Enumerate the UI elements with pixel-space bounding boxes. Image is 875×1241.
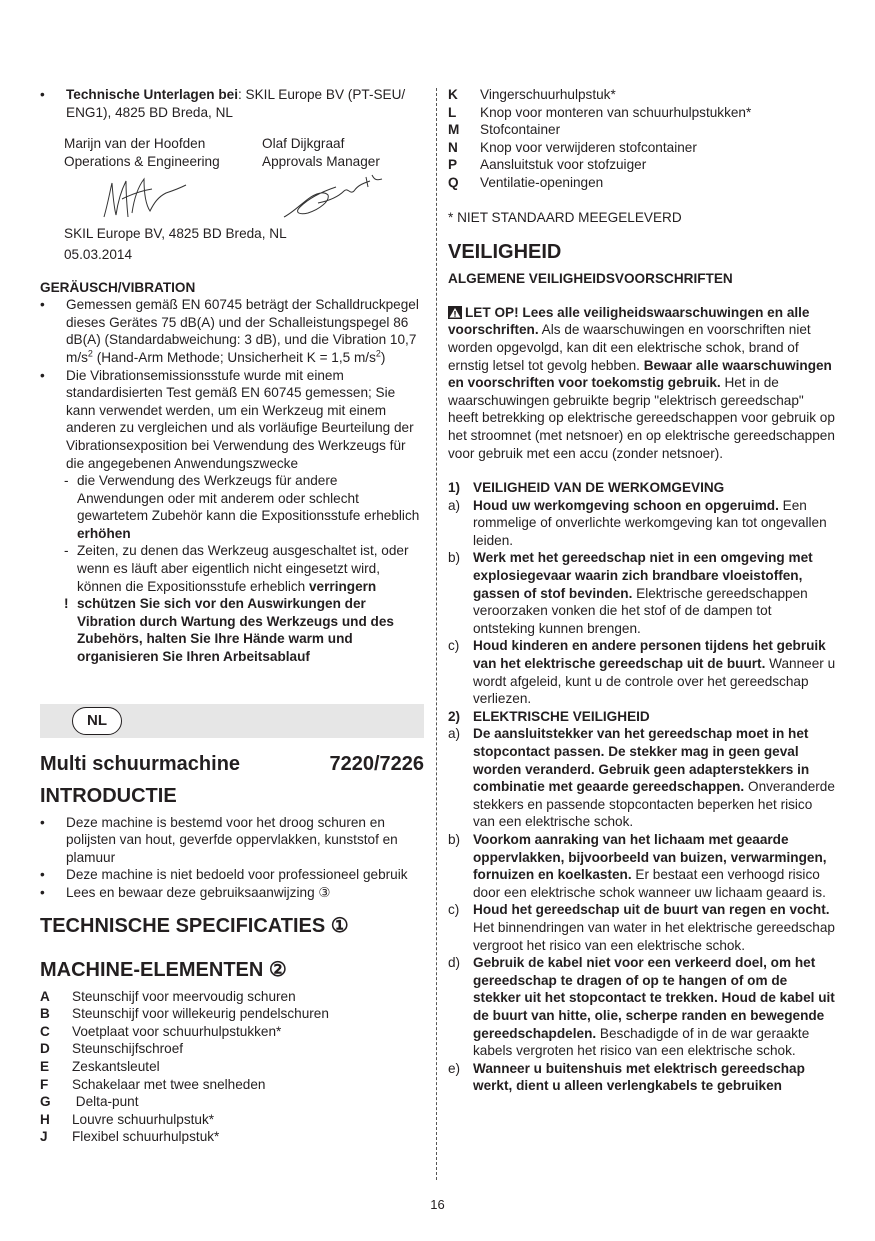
signature-1-icon [100, 173, 190, 225]
signatory-names [64, 135, 424, 170]
warning-icon [448, 306, 462, 319]
element-item: G Delta-punt [40, 1094, 139, 1110]
intro-item: • Lees en bewaar deze gebruiksaanwijzing ③ [40, 885, 331, 900]
intro-item: • Deze machine is bestemd voor het droog schuren en polijsten van hout, geverfde oppervlakken, kunststof en plamuur [40, 814, 398, 865]
tech-docs-label: Technische Unterlagen bei [66, 87, 238, 102]
signatory-2-role: Approvals Manager [262, 153, 380, 169]
tech-docs-text: : SKIL Europe BV (PT-SEU/ ENG1), 4825 BD Breda, NL [66, 87, 406, 120]
safety-item: b) Werk met het gereedschap niet in een omgeving met explosiegevaar waarin zich brandbare vloeistoffen, gassen of stof bevinden. Elektrische gereedschappen veroorzaken vonken die het stof of de dampen tot ontsteking kunnen brengen. [448, 550, 813, 636]
product-model: 7220/7226 [329, 752, 424, 775]
elements-heading: MACHINE-ELEMENTEN ② [40, 958, 287, 981]
page-number: 16 [430, 1197, 445, 1212]
element-item: P Aansluitstuk voor stofzuiger [448, 157, 647, 173]
intro-item: • Deze machine is niet bedoeld voor professioneel gebruik [40, 867, 408, 883]
element-item: H Louvre schuurhulpstuk* [40, 1111, 215, 1127]
noise-dash-1: - die Verwendung des Werkzeugs für andere Anwendungen oder mit anderem oder schlecht gewartetem Zubehör kann die Expositionsstufe erheblich erhöhen [64, 473, 420, 541]
element-item: B Steunschijf voor willekeurig pendelschuren [40, 1006, 329, 1022]
element-item: K Vingerschuurhulpstuk* [448, 87, 616, 102]
right-column [448, 86, 836, 1095]
element-item: M Stofcontainer [448, 122, 561, 138]
safety-item: c) Houd het gereedschap uit de buurt van regen en vocht. Het binnendringen van water in het elektrische gereedschap vergroot het risico van een elektrische schok. [448, 902, 835, 953]
noise-dash-2: - Zeiten, zu denen das Werkzeug ausgeschaltet ist, oder wenn es läuft aber eigentlich nicht eingesetzt wird, können die Expositionsstufe erheblich verringern [64, 543, 409, 594]
element-item: A Steunschijf voor meervoudig schuren [40, 988, 296, 1004]
noise-heading: GERÄUSCH/VIBRATION [40, 279, 196, 295]
signature-date: 05.03.2014 [64, 246, 133, 262]
section-2-heading: 2) ELEKTRISCHE VEILIGHEID [448, 708, 650, 724]
column-divider [436, 88, 437, 1180]
safety-item: d) Gebruik de kabel niet voor een verkeerd doel, om het gereedschap te dragen of op te hangen of om de stekker uit het stopcontact te trekken. Houd de kabel uit de buurt van hitte, olie, scherpe randen en bewegende gereedschapdelen. Beschadigde of in de war geraakte kabels vergroten het risico van een elektrische schok. [448, 955, 835, 1059]
signatory-2-name: Olaf Dijkgraaf [262, 136, 345, 152]
safety-item: c) Houd kinderen en andere personen tijdens het gebruik van het elektrische gereedschap uit de buurt. Wanneer u wordt afgeleid, kunt u de controle over het gereedschap verliezen. [448, 638, 836, 707]
noise-item-2: • Die Vibrationsemissionsstufe wurde mit einem standardisierten Test gemäß EN 60745 gemessen; Sie kann verwendet werden, um ein Werkzeug mit einem anderen zu vergleichen und als vorläufige Beurteilung der Vibrationsexposition bei Verwendung des Werkzeugs für die angegebenen Anwendungszwecke [40, 367, 414, 471]
element-item: L Knop voor monteren van schuurhulpstukken* [448, 104, 752, 120]
safety-heading: VEILIGHEID [448, 241, 562, 264]
not-supplied-note: * NIET STANDAARD MEEGELEVERD [448, 209, 682, 225]
element-item: F Schakelaar met twee snelheden [40, 1076, 266, 1092]
intro-heading: INTRODUCTIE [40, 784, 177, 807]
product-title [40, 752, 424, 776]
tech-docs-item: • Technische Unterlagen bei: SKIL Europe BV (PT-SEU/ ENG1), 4825 BD Breda, NL [40, 87, 406, 120]
noise-exclamation: ! schützen Sie sich vor den Auswirkungen der Vibration durch Wartung des Werkzeugs und des Zubehörs, halten Sie Ihre Hände warm und organisieren Sie Ihren Arbeitsablauf [64, 596, 394, 665]
signatures [100, 173, 424, 225]
signature-2-icon [278, 173, 388, 225]
signatory-1-role: Operations & Engineering [64, 153, 220, 169]
element-item: C Voetplaat voor schuurhulpstukken* [40, 1023, 282, 1039]
company-address: SKIL Europe BV, 4825 BD Breda, NL [64, 226, 287, 242]
language-bar [40, 704, 424, 738]
general-safety-heading: ALGEMENE VEILIGHEIDSVOORSCHRIFTEN [448, 271, 733, 287]
element-item: J Flexibel schuurhulpstuk* [40, 1129, 220, 1145]
element-item: Q Ventilatie-openingen [448, 174, 604, 190]
product-name: Multi schuurmachine [40, 752, 241, 775]
warning-paragraph: LET OP! Lees alle veiligheidswaarschuwingen en alle voorschriften. Als de waarschuwingen en voorschriften niet worden opgevolgd, kan dit een elektrische schok, brand of ernstig letsel tot gevolg hebben. Bewaar alle waarschuwingen en voorschriften voor toekomstig gebruik. Het in de waarschuwingen gebruikte begrip "elektrisch gereedschap" heeft betrekking op elektrische gereedschappen voor gebruik op het stroomnet (met netsnoer) en op elektrische gereedschappen voor gebruik met een accu (zonder netsnoer). [448, 304, 835, 461]
signatory-1-name: Marijn van der Hoofden [64, 136, 206, 152]
element-item: D Steunschijfschroef [40, 1041, 184, 1057]
noise-item-1: • Gemessen gemäß EN 60745 beträgt der Schalldruckpegel dieses Gerätes 75 dB(A) und der Schalleistungspegel 86 dB(A) (Standardabweichung: 3 dB), und die Vibration 10,7 $m/s^2$ (Hand-Arm Methode; Unsicherheit K = 1,5 $m/s^2$) [40, 297, 419, 365]
safety-item: a) Houd uw werkomgeving schoon en opgeruimd. Een rommelige of onverlichte werkomgeving kan tot ongevallen leiden. [448, 497, 827, 548]
element-item: E Zeskantsleutel [40, 1058, 160, 1074]
section-1-heading: 1) VEILIGHEID VAN DE WERKOMGEVING [448, 480, 725, 496]
language-badge: NL [72, 707, 122, 735]
safety-item: b) Voorkom aanraking van het lichaam met geaarde oppervlakken, bijvoorbeeld van buizen, verwarmingen, fornuizen en koelkasten. Er bestaat een verhoogd risico door een elektrische schok wanneer uw lichaam geaard is. [448, 831, 827, 900]
safety-item: a) De aansluitstekker van het gereedschap moet in het stopcontact passen. De stekker mag in geen geval worden veranderd. Gebruik geen adapterstekkers in combinatie met geaarde gereedschappen. Onveranderde stekkers en passende stopcontacten beperken het risico van een elektrische schok. [448, 726, 835, 830]
spec-heading: TECHNISCHE SPECIFICATIES ① [40, 914, 349, 937]
left-column [40, 86, 424, 1146]
safety-item: e) Wanneer u buitenshuis met elektrisch gereedschap werkt, dient u alleen verlengkabels te gebruiken [448, 1060, 805, 1094]
element-item: N Knop voor verwijderen stofcontainer [448, 139, 697, 155]
